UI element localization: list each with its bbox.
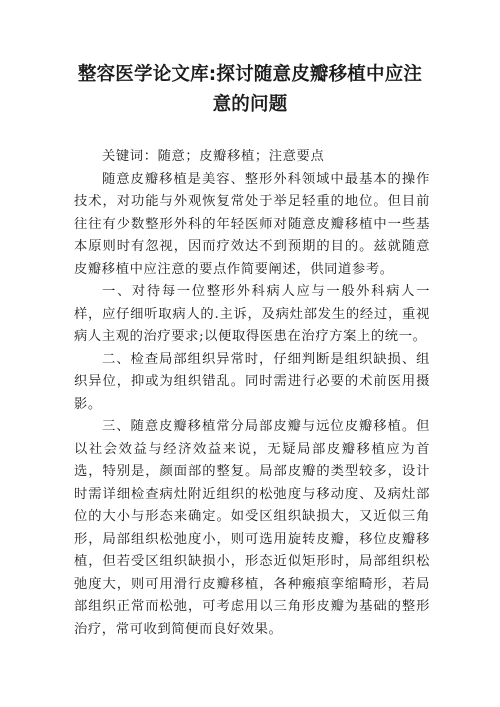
document-title xyxy=(60,60,440,120)
paragraph-point-3: 三、随意皮瓣移植常分局部皮瓣与远位皮瓣移植。但以社会效益与经济效益来说，无疑局部皮瓣移植应为首选，特别是，颜面部的整复。局部皮瓣的类型较多，设计时需详细检查病灶附近组织的松弛度与移动度、及病灶部位的大小与形态来确定。如受区组织缺损大，又近似三角形，局部组织松弛度小，则可选用旋转皮瓣，移位皮瓣移植，但若受区组织缺损小，形态近似矩形时，局部组织松弛度大，则可用滑行皮瓣移植，各种瘢痕挛缩畸形，若局部组织正常而松弛，可考虑用以三角形皮瓣为基础的整形治疗，常可收到简便而良好效果。 xyxy=(74,419,430,637)
title-line-1: 整容医学论文库:探讨随意皮瓣移植中应注 xyxy=(77,64,423,85)
title-line-2: 意的问题 xyxy=(212,94,288,115)
document-body xyxy=(74,146,430,641)
keywords-line: 关键词：随意；皮瓣移植；注意要点 xyxy=(102,149,325,164)
paragraph-intro: 随意皮瓣移植是美容、整形外科领域中最基本的操作技术，对功能与外观恢复常处于举足轻重的地位。但目前往往有少数整形外科的年轻医师对随意皮瓣移植中一些基本原则时有忽视，因而疗效达不到预期的目的。兹就随意皮瓣移植中应注意的要点作简要阐述，供同道参考。 xyxy=(74,171,430,277)
paragraph-point-1: 一、对待每一位整形外科病人应与一般外科病人一样，应仔细听取病人的.主诉，及病灶部发生的经过，重视病人主观的治疗要求;以便取得医患在治疗方案上的统一。 xyxy=(74,284,430,344)
paragraph-point-2: 二、检查局部组织异常时，仔细判断是组织缺损、组织异位，抑或为组织错乱。同时需进行必要的术前医用摄影。 xyxy=(74,351,430,412)
